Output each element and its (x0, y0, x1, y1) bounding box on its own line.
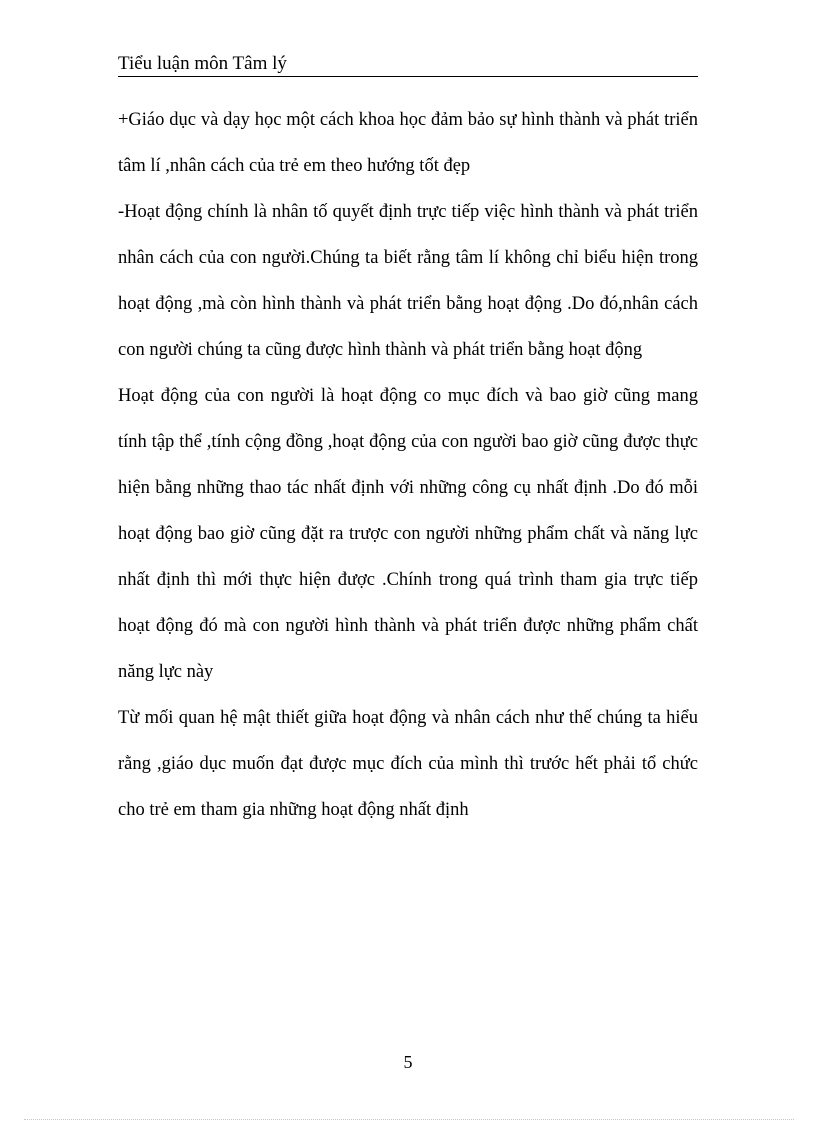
paragraph-2: -Hoạt động chính là nhân tố quyết định trực tiếp việc hình thành và phát triển nhân cách của con người.Chúng ta biết rằng tâm lí không chỉ biểu hiện trong hoạt động ,mà còn hình thành và phát triển bằng hoạt động .Do đó,nhân cách con người chúng ta cũng được hình thành và phát triển bằng hoạt động (118, 202, 698, 360)
header-title: Tiểu luận môn Tâm lý (118, 53, 287, 74)
paragraph-4: Từ mối quan hệ mật thiết giữa hoạt động và nhân cách như thế chúng ta hiểu rằng ,giáo dục muốn đạt được mục đích của mình thì trước hết phải tổ chức cho trẻ em tham gia những hoạt động nhất định (118, 708, 698, 820)
page-edge-divider (24, 1119, 794, 1120)
paragraph-3: Hoạt động của con người là hoạt động co mục đích và bao giờ cũng mang tính tập thể ,tính cộng đồng ,hoạt động của con người bao giờ cũng được thực hiện bằng những thao tác nhất định với những công cụ nhất định .Do đó mỗi hoạt động bao giờ cũng đặt ra trược con người những phẩm chất và năng lực nhất định thì mới thực hiện được .Chính trong quá trình tham gia trực tiếp hoạt động đó mà con người hình thành và phát triển được những phẩm chất năng lực này (118, 386, 698, 682)
body-text (118, 97, 698, 833)
paragraph-1: +Giáo dục và dạy học một cách khoa học đảm bảo sự hình thành và phát triển tâm lí ,nhân cách của trẻ em theo hướng tốt đẹp (118, 110, 698, 176)
page-number: 5 (403, 1052, 413, 1072)
page-header (118, 52, 698, 77)
